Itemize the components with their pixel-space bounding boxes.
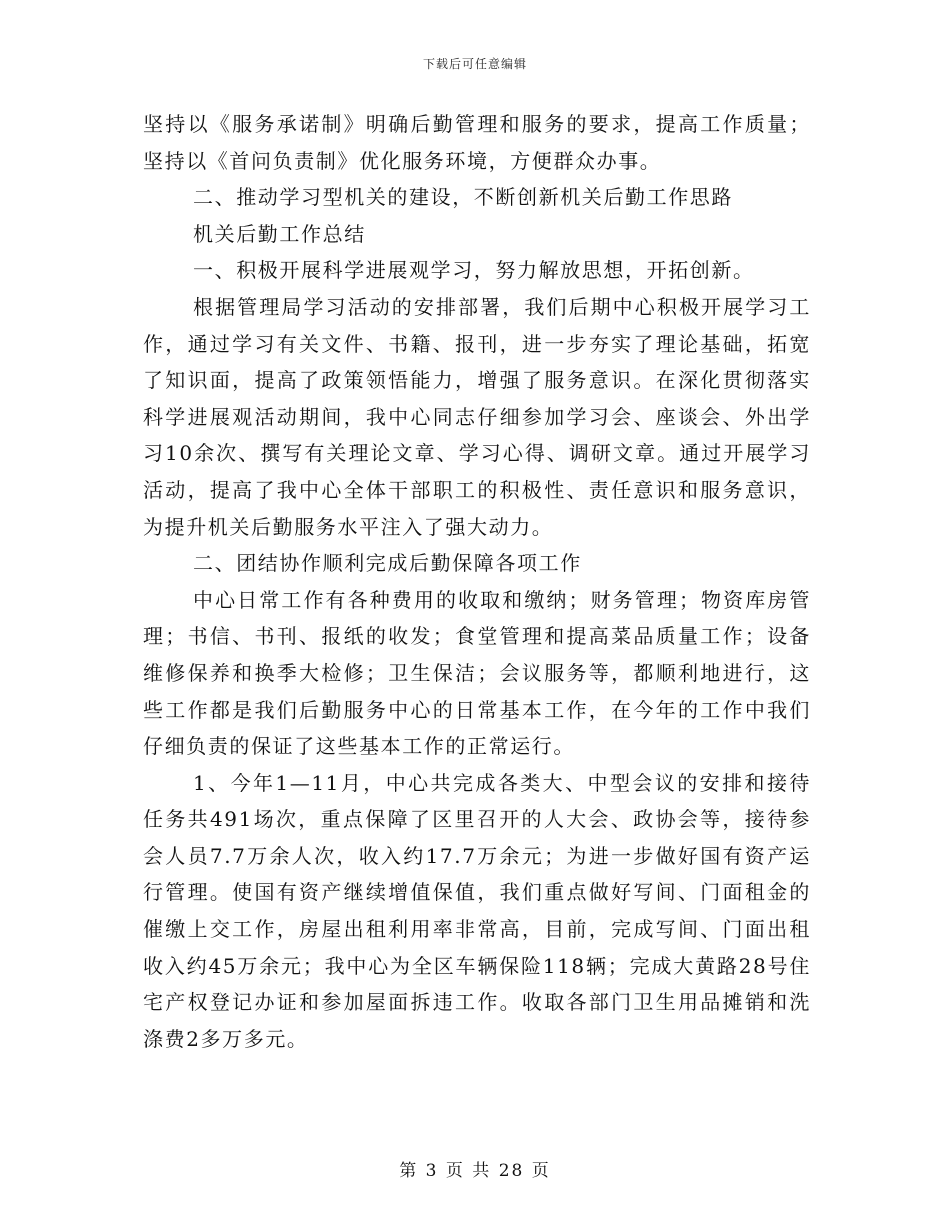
document-title: 机关后勤工作总结 <box>193 221 366 246</box>
section-heading-logistics: 二、团结协作顺利完成后勤保障各项工作 <box>193 551 582 576</box>
paragraph-study-activities: 根据管理局学习活动的安排部署，我们后期中心积极开展学习工作，通过学习有关文件、书籍、报刊，进一步夯实了理论基础，拓宽了知识面，提高了政策领悟能力，增强了服务意识。在深化贯彻落实科学进展观活动期间，我中心同志仔细参加学习会、座谈会、外出学习10余次、撰写有关理论文章、学习心得、调研文章。通过开展学习活动，提高了我中心全体干部职工的积极性、责任意识和服务意识，为提升机关后勤服务水平注入了强大动力。 <box>143 294 811 539</box>
paragraph-service-commitment: 坚持以《服务承诺制》明确后勤管理和服务的要求，提高工作质量；坚持以《首问负责制》优化服务环境，方便群众办事。 <box>143 112 811 173</box>
paragraph-daily-work: 中心日常工作有各种费用的收取和缴纳；财务管理；物资库房管理；书信、书刊、报纸的收发；食堂管理和提高菜品质量工作；设备维修保养和换季大检修；卫生保洁；会议服务等，都顺利地进行，这些工作都是我们后勤服务中心的日常基本工作，在今年的工作中我们仔细负责的保证了这些基本工作的正常运行。 <box>143 587 811 759</box>
paragraph-meetings-and-assets: 1、今年1—11月，中心共完成各类大、中型会议的安排和接待任务共491场次，重点保障了区里召开的人大会、政协会等，接待参会人员7.7万余人次，收入约17.7万余元；为进一步做好国有资产运行管理。使国有资产继续增值保值，我们重点做好写间、门面租金的催缴上交工作，房屋出租利用率非常高，目前，完成写间、门面出租收入约45万余元；我中心为全区车辆保险118辆；完成大黄路28号住宅产权登记办证和参加屋面拆违工作。收取各部门卫生用品摊销和洗涤费2多万多元。 <box>143 770 811 1051</box>
section-heading-learning-organization: 二、推动学习型机关的建设，不断创新机关后勤工作思路 <box>193 185 733 210</box>
page-header: 下载后可任意编辑 <box>422 57 527 71</box>
section-heading-study: 一、积极开展科学进展观学习，努力解放思想，开拓创新。 <box>193 258 755 283</box>
page-number-footer: 第 3 页 共 28 页 <box>399 1161 551 1181</box>
document-body <box>143 106 811 1057</box>
